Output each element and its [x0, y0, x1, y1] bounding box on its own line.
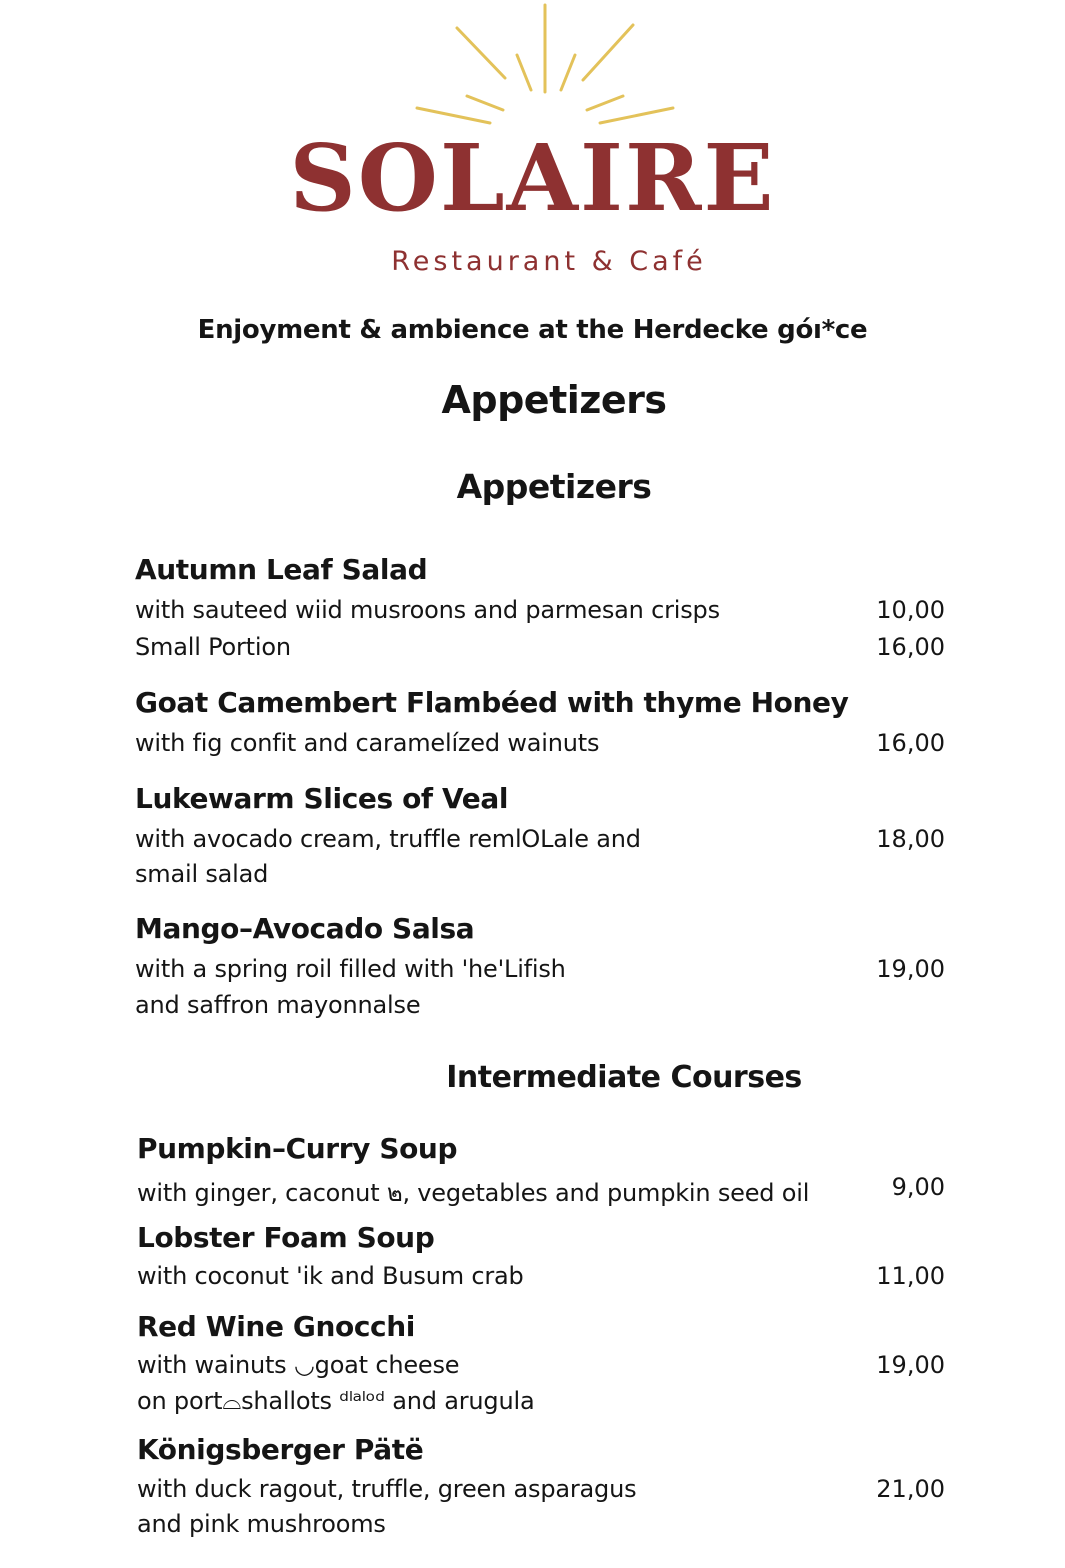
menu-item-name: Königsberger Pätë — [137, 1433, 424, 1466]
menu-item-description: with fig confit and caramelízed wainuts — [135, 729, 600, 757]
menu-item-name: Red Wine Gnocchi — [137, 1310, 415, 1343]
sun-ray — [561, 55, 575, 90]
sun-rays-logo — [405, 0, 685, 140]
menu-item-price: 18,00 — [876, 825, 945, 853]
menu-item-description: smail salad — [135, 860, 269, 888]
menu-item-name: Autumn Leaf Salad — [135, 553, 428, 586]
menu-item-description: with sauteed wiid musroons and parmesan crisps — [135, 596, 720, 624]
menu-item-name: Lobster Foam Soup — [137, 1221, 435, 1254]
menu-item-price: 11,00 — [876, 1262, 945, 1290]
sun-ray — [583, 25, 633, 80]
menu-item-description: and pink mushrooms — [137, 1510, 386, 1538]
sun-ray — [587, 96, 623, 110]
menu-item-description: with duck ragout, truffle, green asparagus — [137, 1475, 637, 1503]
section-heading-appetizers: Appetizers — [456, 467, 652, 506]
menu-item-description: with coconut 'ik and Busum crab — [137, 1262, 524, 1290]
menu-item-price: 16,00 — [876, 729, 945, 757]
menu-item-price: 21,00 — [876, 1475, 945, 1503]
sun-ray — [467, 96, 503, 110]
menu-item-description: on port⌓shallots ᵈˡᵃˡᵒᵈ and arugula — [137, 1387, 535, 1415]
menu-item-price: 19,00 — [876, 955, 945, 983]
menu-item-description: and saffron mayonnalse — [135, 991, 421, 1019]
section-heading-intermediate: Intermediate Courses — [446, 1060, 802, 1095]
menu-item-description: with a spring roil filled with 'he'Lifish — [135, 955, 566, 983]
brand-subtitle: Restaurant & Café — [391, 246, 707, 277]
tagline: Enjoyment & ambience at the Herdecke góı*ce — [197, 315, 868, 345]
menu-item-name: Lukewarm Slices of Veal — [135, 782, 509, 815]
menu-item-price: 9,00 — [891, 1173, 945, 1201]
menu-item-price: 19,00 — [876, 1351, 945, 1379]
sun-ray — [600, 108, 673, 123]
menu-item-name: Goat Camembert Flambéed with thyme Honey — [135, 686, 849, 719]
brand-logo-text: SOLAIRE — [289, 124, 776, 232]
menu-item-name: Mango–Avocado Salsa — [135, 912, 475, 945]
menu-item-price: 16,00 — [876, 633, 945, 661]
menu-item-description: with avocado cream, truffle remlOLale and — [135, 825, 641, 853]
sun-ray — [417, 108, 490, 123]
menu-item-price: 10,00 — [876, 596, 945, 624]
menu-item-description: Small Portion — [135, 633, 291, 661]
menu-item-description: with ginger, caconut ๒, vegetables and pumpkin seed oil — [137, 1179, 810, 1207]
sun-ray — [517, 55, 531, 90]
sun-ray — [457, 28, 505, 78]
menu-item-description: with wainuts ◡goat cheese — [137, 1351, 460, 1379]
menu-item-name: Pumpkin–Curry Soup — [137, 1132, 458, 1165]
page-title: Appetizers — [441, 378, 667, 422]
